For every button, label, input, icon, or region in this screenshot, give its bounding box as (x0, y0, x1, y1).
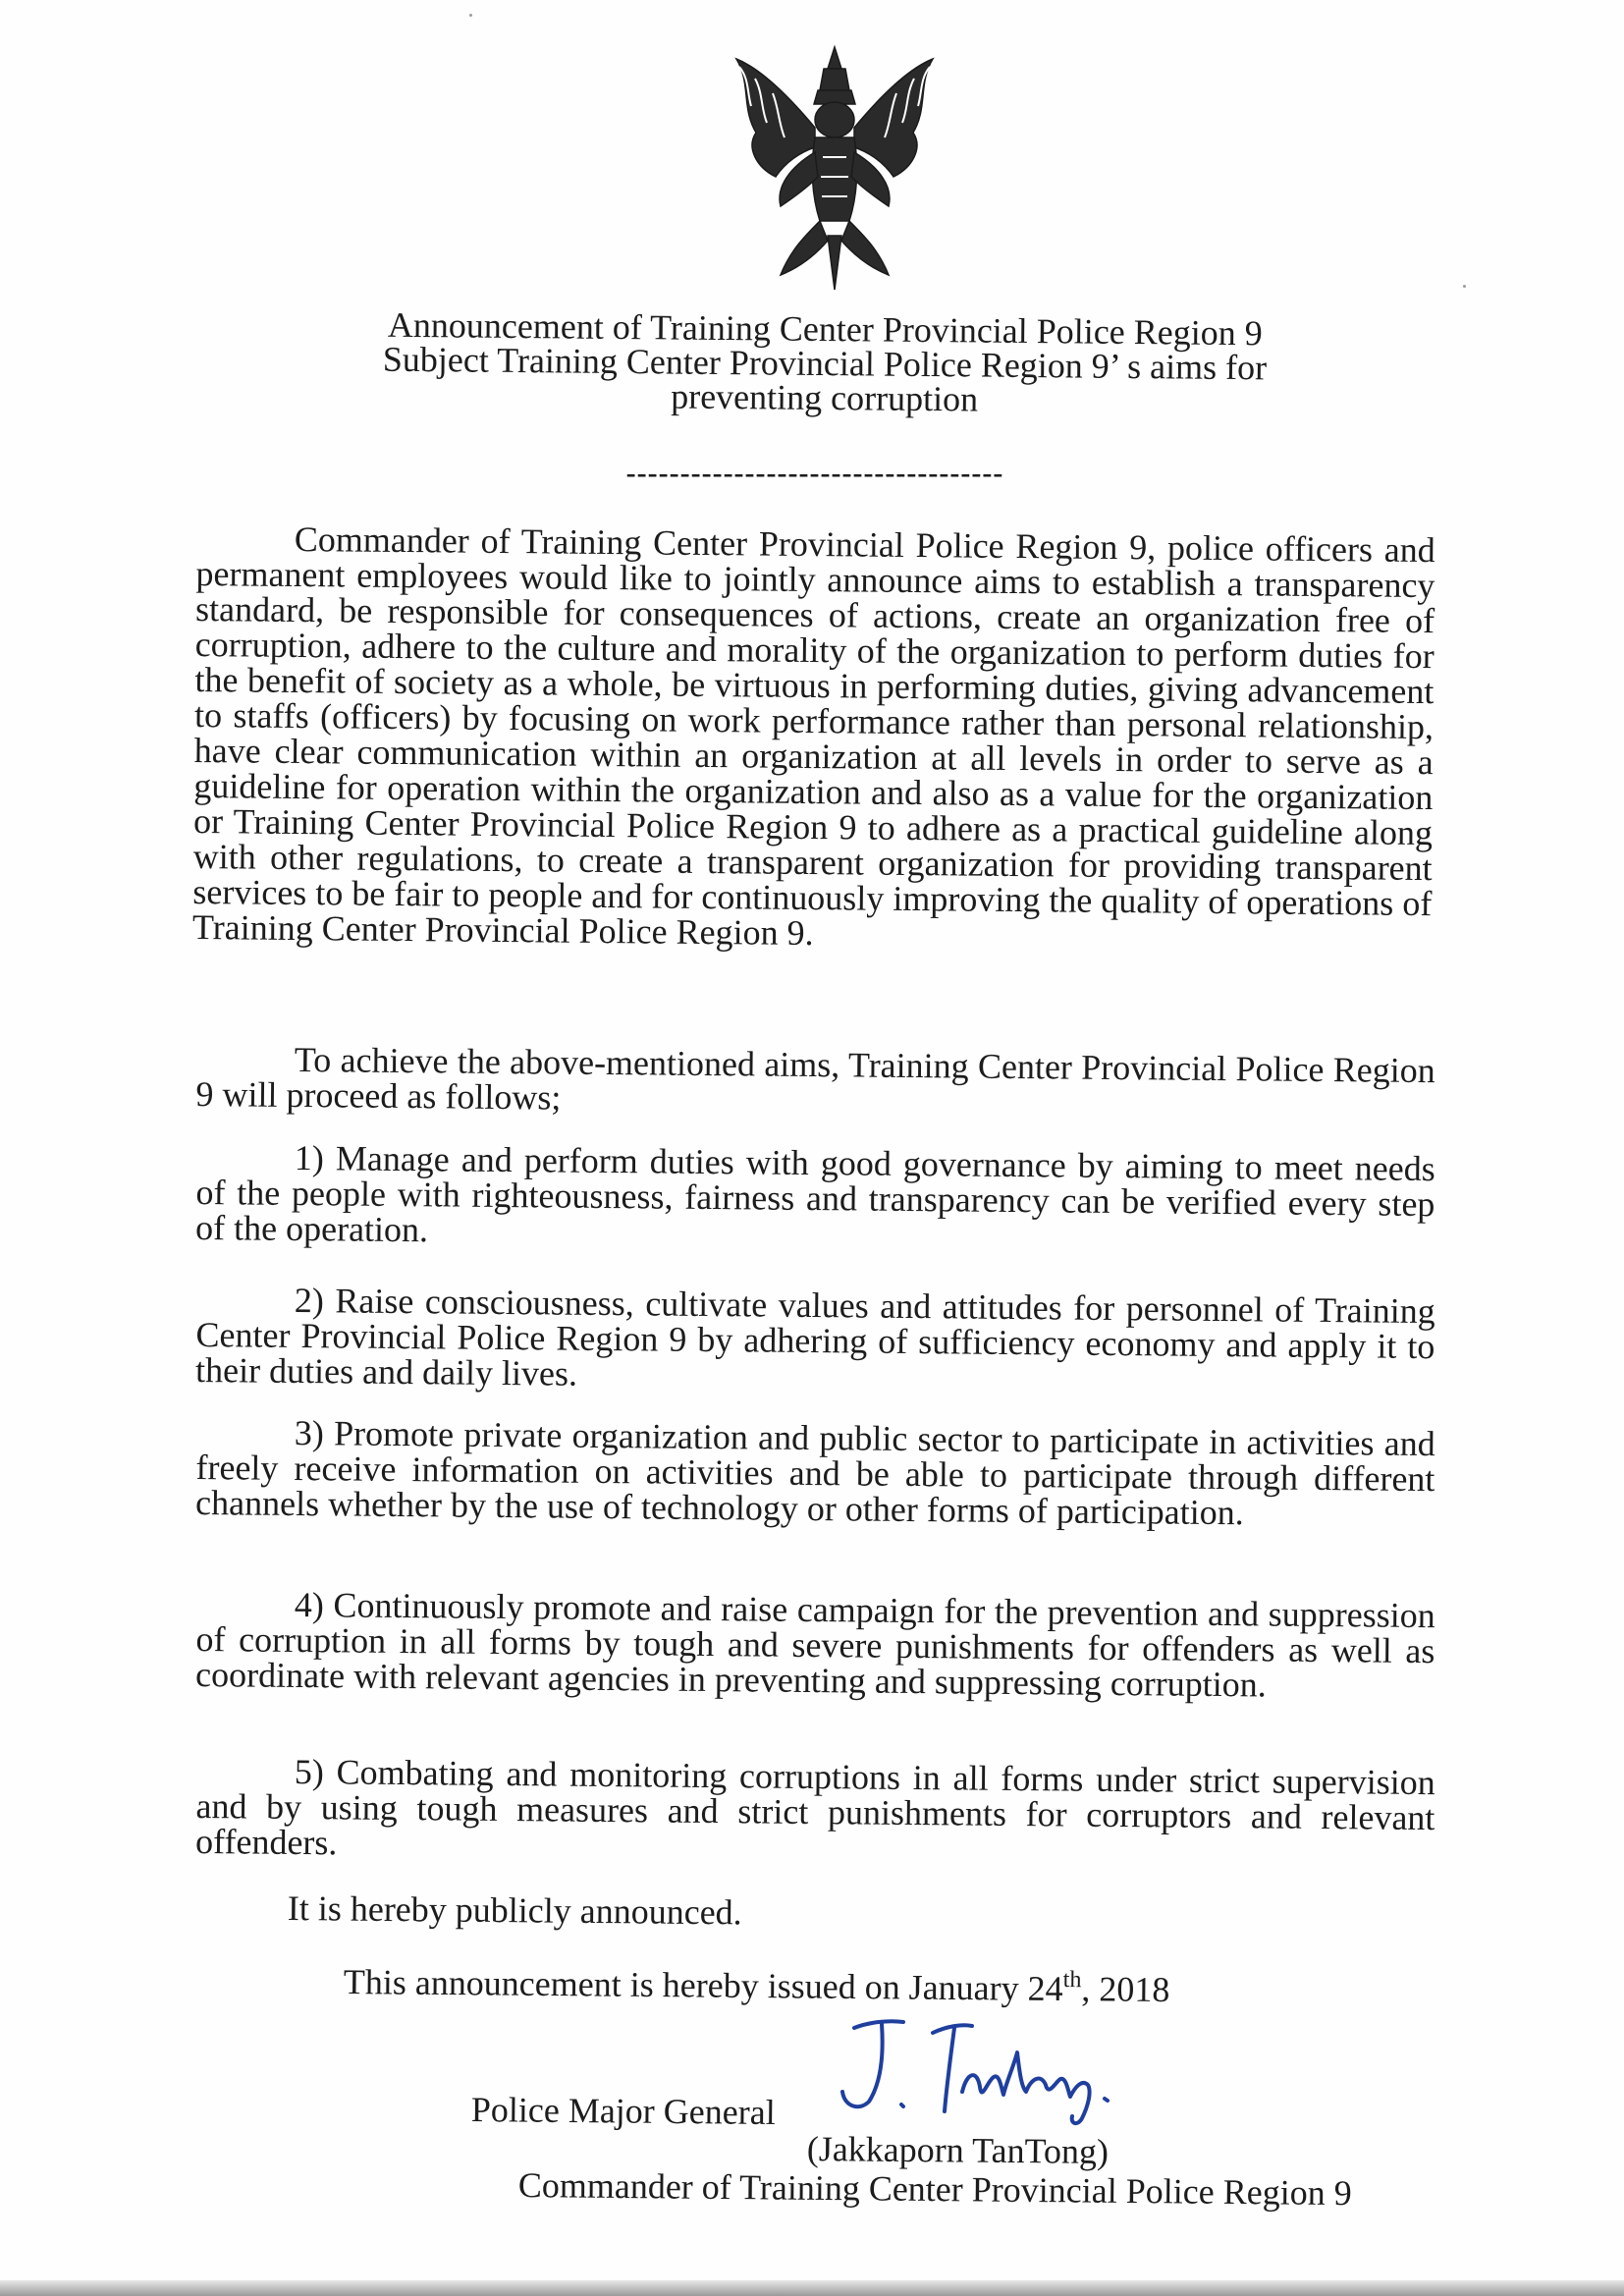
signatory-rank: Police Major General (470, 2090, 776, 2132)
intro-paragraph: Commander of Training Center Provincial Police Region 9, police officers and permanent employees would like to jointly announce aims to establish a transparency standard, be responsible for consequences of actions, create an organization free of corruption, adhere to the culture and morality of the organization to perform duties for the benefit of society as a whole, be virtuous in performing duties, giving advancement to staffs (officers) by focusing on work performance rather than personal relationship, have clear communication within an organization at all levels in order to serve as a guideline for operation within the organization and also as a value for the organization or Training Center Provincial Police Region 9 to adhere as a practical guideline along with other regulations, to create a transparent organization for providing transparent services to be fair to people and for continuously improving the quality of operations of Training Center Provincial Police Region 9. (191, 519, 1435, 954)
signatory-name: (Jakkaporn TanTong) (806, 2129, 1110, 2171)
aim-item-4: 4) Continuously promote and raise campaign for the prevention and suppression of corruption in all forms by tough and severe punishments for offenders as well as coordinate with relevant agencies in preventing and suppressing corruption. (194, 1584, 1435, 1705)
aims-intro-paragraph: To achieve the above-mentioned aims, Training Center Provincial Police Region 9 will proceed as follows; (195, 1039, 1435, 1118)
heading-line-3: preventing corruption (671, 376, 979, 419)
signatory-position: Commander of Training Center Provincial Police Region 9 (517, 2165, 1352, 2214)
divider-line: ----------------------------------- (625, 457, 1004, 489)
issue-date-line (343, 1962, 1170, 2010)
issue-date-prefix: This announcement is hereby issued on January 24 (343, 1962, 1063, 2009)
announcement-heading (295, 304, 1356, 420)
scan-speck (1463, 285, 1466, 288)
closing-statement: It is hereby publicly announced. (287, 1888, 742, 1933)
issue-date-ordinal: th (1062, 1967, 1082, 1994)
heading-line-1: Announcement of Training Center Provincial Police Region 9 (387, 304, 1263, 354)
aim-item-5: 5) Combating and monitoring corruptions in all forms under strict supervision and by using tough measures and strict punishments for corruptors and relevant offenders. (194, 1751, 1435, 1863)
aim-item-3: 3) Promote private organization and public sector to participate in activities and freely receive information on activities and be able to participate through different channels whether by the use of technology or other forms of participation. (194, 1412, 1435, 1533)
garuda-emblem-icon (722, 39, 947, 295)
scan-bottom-edge (0, 2280, 1624, 2296)
aim-item-2: 2) Raise consciousness, cultivate values and attitudes for personnel of Training Center Provincial Police Region 9 by adhering of sufficiency economy and apply it to their duties and daily lives. (194, 1280, 1435, 1394)
handwritten-signature (825, 2008, 1139, 2136)
heading-line-2: Subject Training Center Provincial Police Region 9’ s aims for (382, 339, 1268, 388)
scan-speck (469, 14, 472, 17)
issue-date-suffix: , 2018 (1081, 1969, 1170, 2010)
aim-item-1: 1) Manage and perform duties with good governance by aiming to meet needs of the people with righteousness, fairness and transparency can be verified every step of the operation. (194, 1137, 1435, 1250)
